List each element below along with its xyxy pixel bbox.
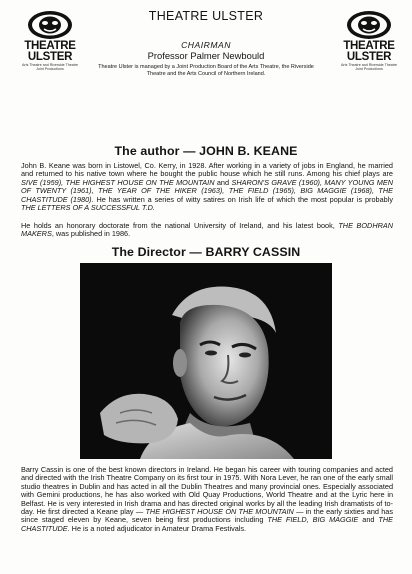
bio-text: John B. Keane was born in Listowel, Co. Kerry, in 1928. After working in a variety of jobs in England, he married and returned to his native town where he bought the public house which he still runs. Among his chief plays are: [21, 161, 393, 179]
header-title: THEATRE ULSTER: [148, 9, 264, 23]
theatre-ulster-logo-left: [21, 10, 79, 71]
theatre-mask-icon: [346, 10, 392, 40]
logo-subtext: Arts Theatre and Riverside Theatre Joint Productions: [22, 63, 78, 71]
bio-title-text: SIVE (1959), THE HIGHEST HOUSE ON THE MOUNTAIN: [21, 177, 215, 187]
bio-text: and: [214, 177, 232, 187]
bio-text: — in the early sixties and has since staged eleven by Keane, seven being first productions including: [21, 507, 393, 525]
bio-text: , was published in 1986.: [51, 229, 131, 239]
director-heading: The Director — BARRY CASSIN: [111, 245, 301, 259]
author-heading: The author — JOHN B. KEANE: [114, 144, 298, 158]
bio-title-text: THE BODHRAN MAKERS: [21, 221, 394, 239]
author-bio-paragraph: [21, 162, 393, 212]
theatre-mask-icon: [27, 10, 73, 40]
bio-title-text: THE CHASTITUDE: [21, 515, 393, 533]
bio-title-text: THE LETTERS OF A SUCCESSFUL T.D.: [21, 203, 155, 213]
author-doctorate-paragraph: [21, 222, 393, 239]
bio-title-text: THE HIGHEST HOUSE ON THE MOUNTAIN: [145, 507, 294, 517]
bio-text: and: [358, 515, 379, 525]
logo-name-line2: ULSTER: [27, 51, 73, 63]
bio-text: He holds an honorary doctorate from the national University of Ireland, and his latest book,: [21, 221, 339, 230]
bio-title-text: THE FIELD, BIG MAGGIE: [267, 515, 359, 525]
logo-subtext: Arts Theatre and Riverside Theatre Joint Productions: [341, 63, 397, 71]
header-role: CHAIRMAN: [181, 40, 231, 50]
header-chairman-name: Professor Palmer Newbould: [147, 50, 265, 61]
bio-text: He has written a series of witty satires on Irish life of which the most popular is probably: [93, 194, 393, 204]
bio-text: . He is a noted adjudicator in Amateur Drama Festivals.: [67, 523, 247, 533]
theatre-ulster-logo-right: [340, 10, 398, 71]
logo-name-line1: THEATRE: [24, 40, 76, 52]
director-portrait-photo: [80, 263, 332, 459]
director-bio-paragraph: [21, 466, 393, 533]
logo-name-line2: ULSTER: [346, 51, 392, 63]
logo-name-line1: THEATRE: [343, 40, 395, 52]
header-management-note: Theatre Ulster is managed by a Joint Production Board of the Arts Theatre, the Riverside Theatre and the Arts Council of Northern Ireland.: [98, 64, 314, 77]
bio-title-text: SHARON'S GRAVE (1960), MANY YOUNG MEN OF TWENTY (1961), THE YEAR OF THE HIKER (1963), THE FIELD (1965), BIG MAGGIE (1968), THE CHASTITUDE (1980).: [21, 177, 394, 204]
bio-text: Barry Cassin is one of the best known directors in Ireland. He began his career with touring companies and acted and directed with the Irish Theatre Company on its first tour in 1975. With Nora Lever, he ran one of the early small studio theatres in Dublin and has acted in all the Dublin Theatres and many provincial ones. Especially associated with Gemini productions, he has also worked with Old Quay Productions, World Theatre and at the Lyric here in Belfast. He is very interested in Irish drama and has directed original works by all the leading Irish dramatists of to-day. He first directed a Keane play —: [21, 465, 393, 517]
